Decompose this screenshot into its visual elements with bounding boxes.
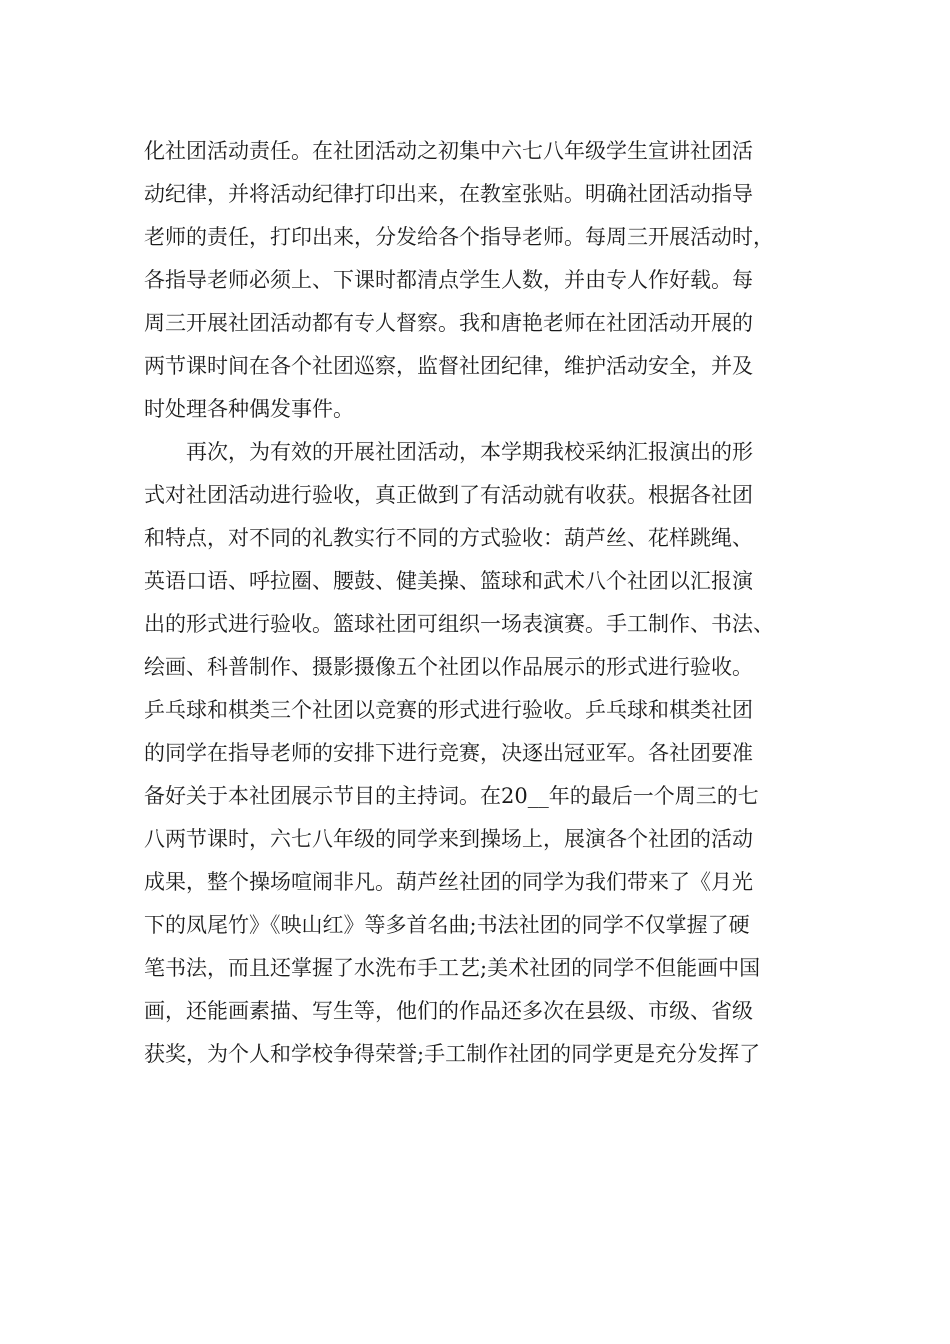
text-line: 下的凤尾竹》《映山红》等多首名曲;书法社团的同学不仅掌握了硬: [144, 913, 750, 937]
text-line: 笔书法，而且还掌握了水洗布手工艺;美术社团的同学不但能画中国: [144, 956, 761, 980]
text-line: 两节课时间在各个社团巡察，监督社团纪律，维护活动安全，并及: [144, 354, 753, 378]
text-line: 动纪律，并将活动纪律打印出来，在教室张贴。明确社团活动指导: [144, 182, 753, 206]
text-line: 乒乓球和棋类三个社团以竞赛的形式进行验收。乒乓球和棋类社团: [144, 698, 753, 722]
text-line: 的同学在指导老师的安排下进行竞赛，决逐出冠亚军。各社团要准: [144, 741, 753, 765]
text-line: 成果，整个操场喧闹非凡。葫芦丝社团的同学为我们带来了《月光: [144, 870, 753, 894]
text-line: 英语口语、呼拉圈、腰鼓、健美操、篮球和武术八个社团以汇报演: [144, 569, 753, 593]
text-line: 时处理各种偶发事件。: [144, 397, 354, 421]
text-line: 化社团活动责任。在社团活动之初集中六七八年级学生宣讲社团活: [144, 139, 753, 163]
text-line: 备好关于本社团展示节目的主持词。在20__年的最后一个周三的七: [144, 784, 759, 808]
body-text: [144, 130, 834, 1076]
text-line: 获奖，为个人和学校争得荣誉;手工制作社团的同学更是充分发挥了: [144, 1042, 761, 1066]
text-line: 各指导老师必须上、下课时都清点学生人数，并由专人作好载。每: [144, 268, 753, 292]
text-line: 再次，为有效的开展社团活动，本学期我校采纳汇报演出的形: [144, 440, 753, 464]
text-line: 八两节课时，六七八年级的同学来到操场上，展演各个社团的活动: [144, 827, 753, 851]
text-line: 画，还能画素描、写生等，他们的作品还多次在县级、市级、省级: [144, 999, 753, 1023]
text-line: 出的形式进行验收。篮球社团可组织一场表演赛。手工制作、书法、: [144, 612, 774, 636]
text-line: 绘画、科普制作、摄影摄像五个社团以作品展示的形式进行验收。: [144, 655, 753, 679]
text-line: 和特点，对不同的礼教实行不同的方式验收：葫芦丝、花样跳绳、: [144, 526, 753, 550]
text-line: 式对社团活动进行验收，真正做到了有活动就有收获。根据各社团: [144, 483, 753, 507]
text-line: 老师的责任，打印出来，分发给各个指导老师。每周三开展活动时，: [144, 225, 774, 249]
text-line: 周三开展社团活动都有专人督察。我和唐艳老师在社团活动开展的: [144, 311, 753, 335]
